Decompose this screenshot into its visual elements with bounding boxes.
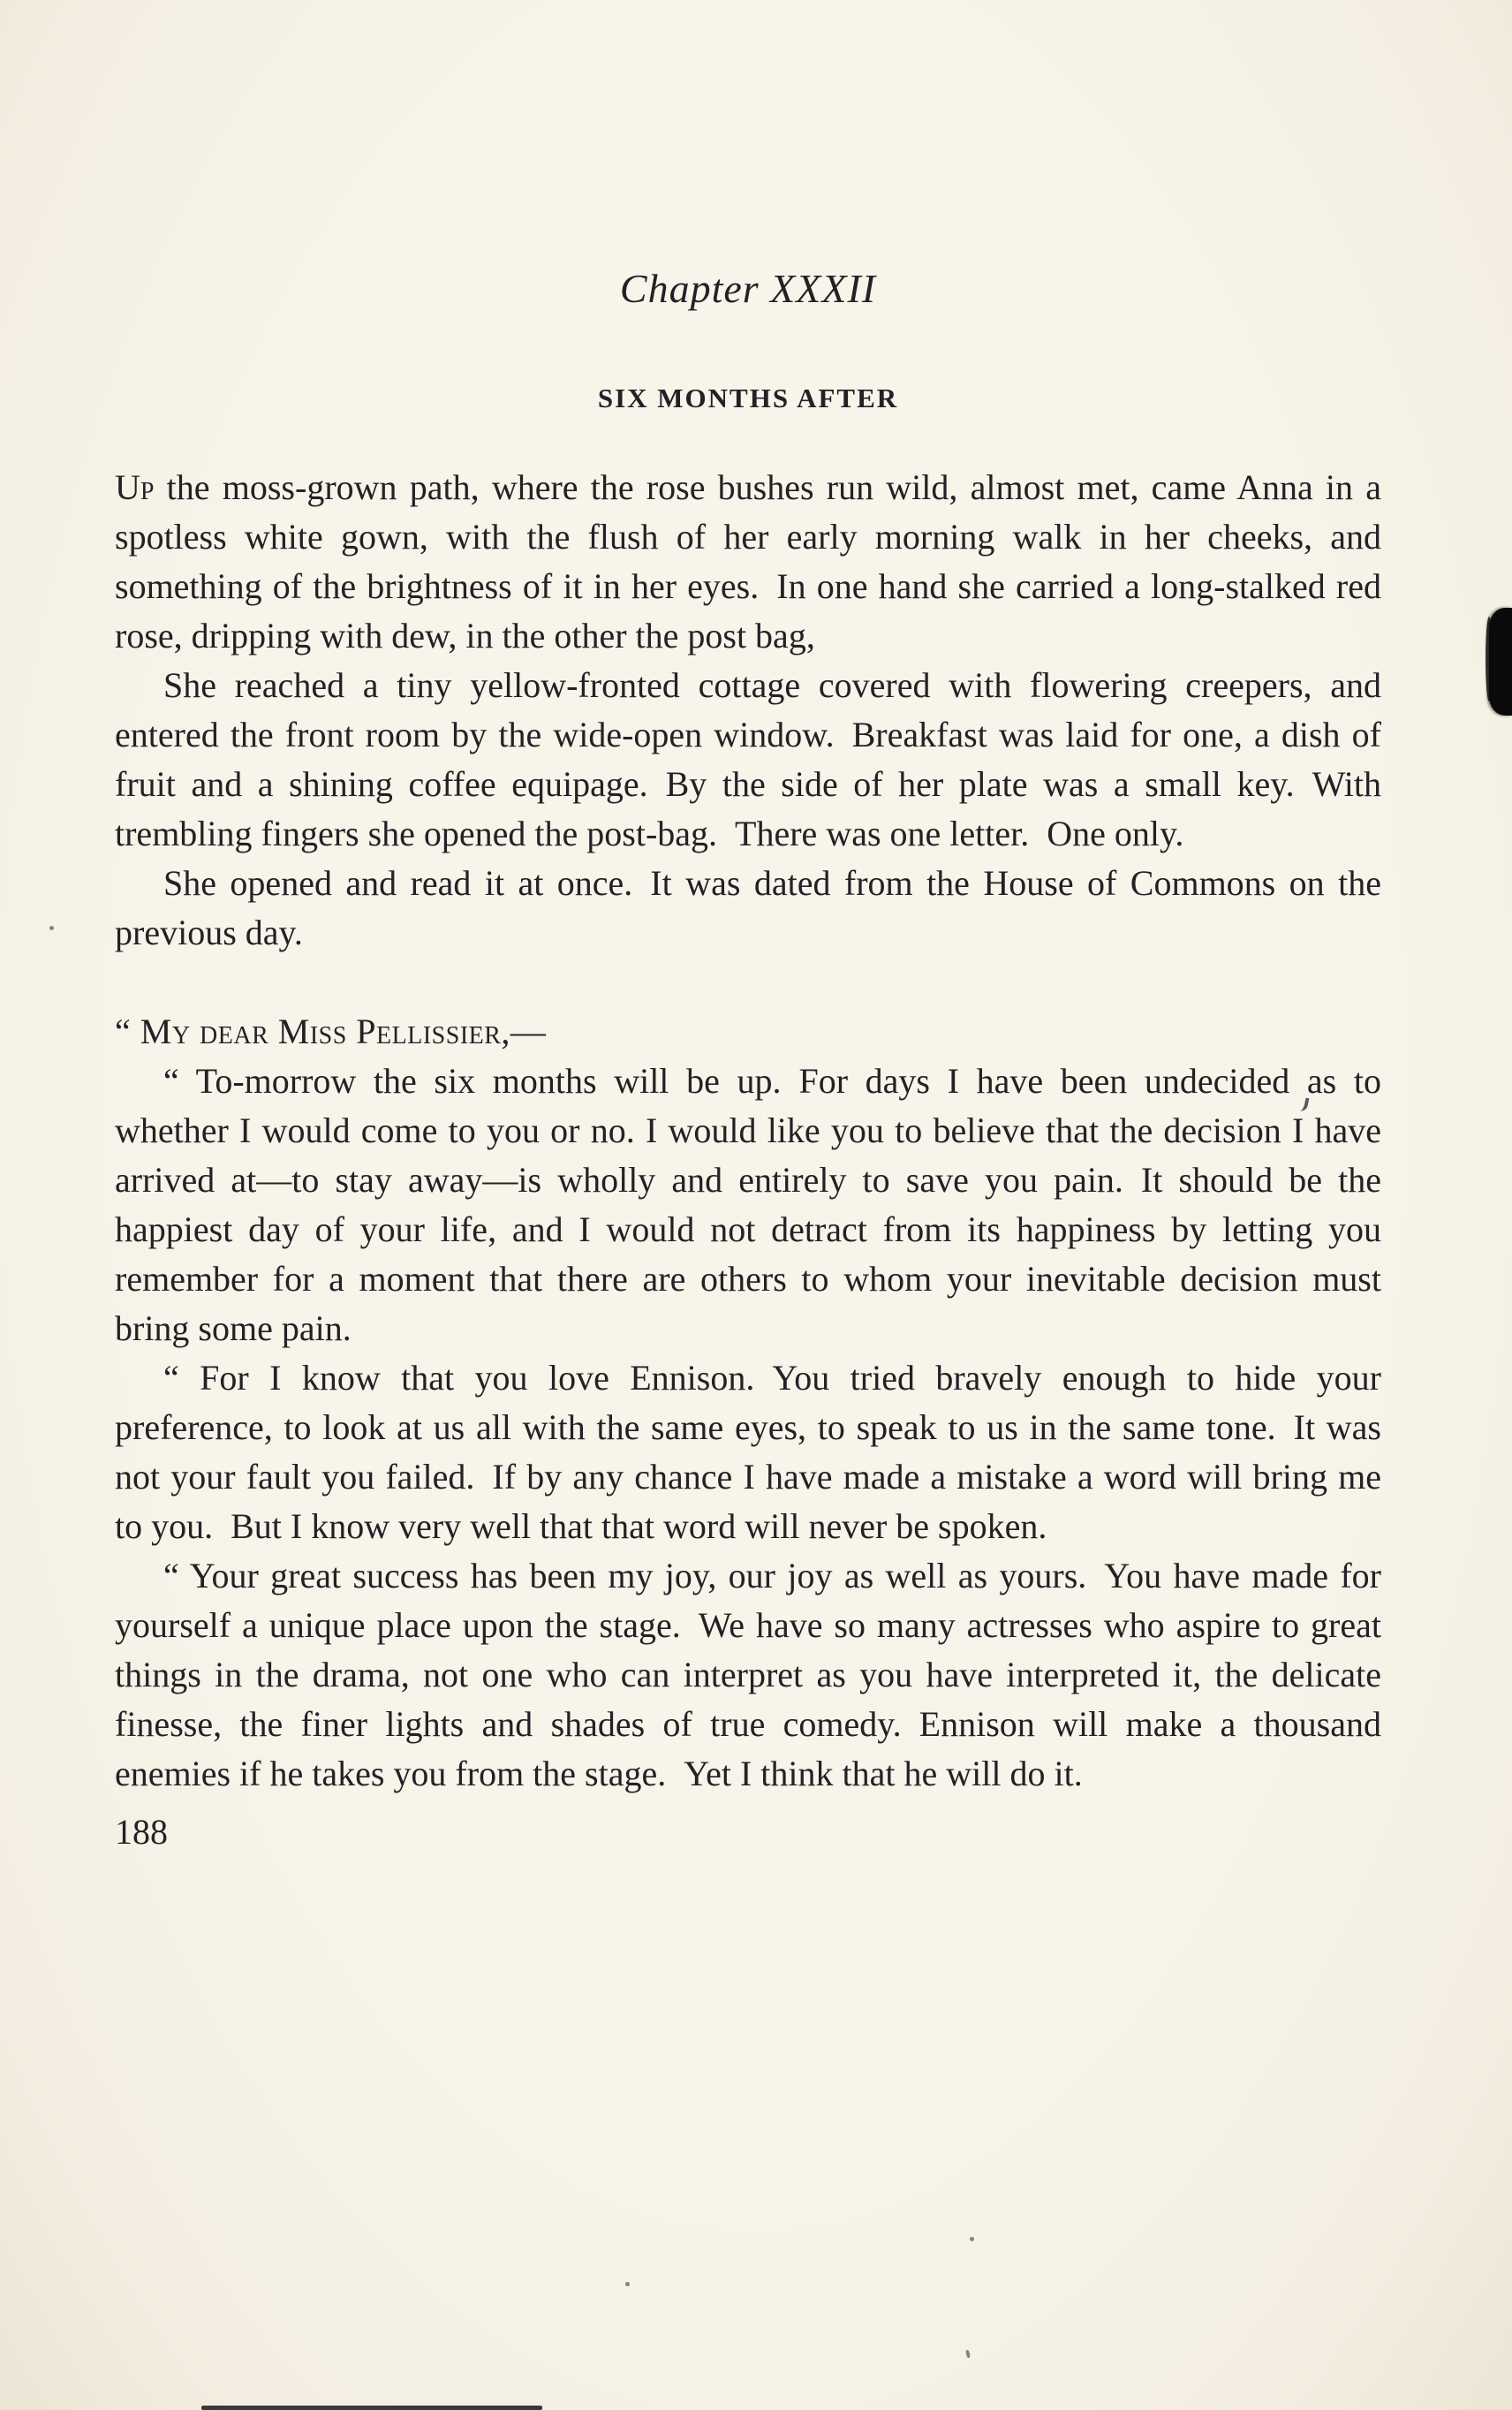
scan-speck xyxy=(965,2350,971,2359)
scan-edge-artifact xyxy=(201,2406,542,2410)
paragraph-lead-word: Up xyxy=(115,467,155,507)
scan-speck xyxy=(49,926,54,930)
scan-speck xyxy=(970,2237,974,2241)
section-heading: SIX MONTHS AFTER xyxy=(597,383,899,413)
chapter-title: Chapter XXXII xyxy=(619,266,877,311)
scan-speck xyxy=(625,2282,630,2286)
letter-salutation: “ My dear Miss Pellissier,— xyxy=(115,1012,547,1051)
letter-paragraph: “ For I know that you love Ennison. You tried bravely enough to hide your preference, to look at us all with the same eyes, to speak to us in the same tone. It was not your fault you failed. If by any chance I have made a mistake a word will bring me to you. But I know very well that that word will never be spoken. xyxy=(115,1358,1381,1546)
letter-paragraph: “ Your great success has been my joy, our joy as well as yours. You have made for yourself a unique place upon the stage. We have so many actresses who aspire to great things in the drama, not one who can interpret as you have interpreted it, the delicate finesse, the finer lights and shades of true comedy. Ennison will make a thousand enemies if he takes you from the stage. Yet I think that he will do it. xyxy=(115,1556,1381,1793)
paragraph: She reached a tiny yellow-fronted cottage covered with flowering creepers, and entered the front room by the wide-open window. Breakfast was laid for one, a dish of fruit and a shining coffee equipage. By the side of her plate was a small key. With trembling fingers she opened the post-bag. There was one letter. One only. xyxy=(115,665,1381,853)
paragraph: She opened and read it at once. It was dated from the House of Commons on the previous day. xyxy=(115,863,1381,952)
ink-smudge-artifact xyxy=(1489,608,1512,716)
paragraph-text: the moss-grown path, where the rose bushes run wild, almost met, came Anna in a spotless white gown, with the flush of her early morning walk in her cheeks, and something of the brightness of it in her eyes. In one hand she carried a long-stalked red rose, dripping with dew, in the other the post bag, xyxy=(115,467,1381,656)
paragraph-opening xyxy=(115,463,1381,661)
page-number: 188 xyxy=(115,1812,168,1852)
body-text xyxy=(115,463,1381,1799)
letter-paragraph: “ To-morrow the six months will be up. For days I have been undecided as to whether I would come to you or no. I would like you to believe that the decision I have arrived at—to stay away—is wholly and entirely to save you pain. It should be the happiest day of your life, and I would not detract from its happiness by letting you remember for a moment that there are others to whom your inevitable decision must bring some pain. xyxy=(115,1061,1381,1348)
